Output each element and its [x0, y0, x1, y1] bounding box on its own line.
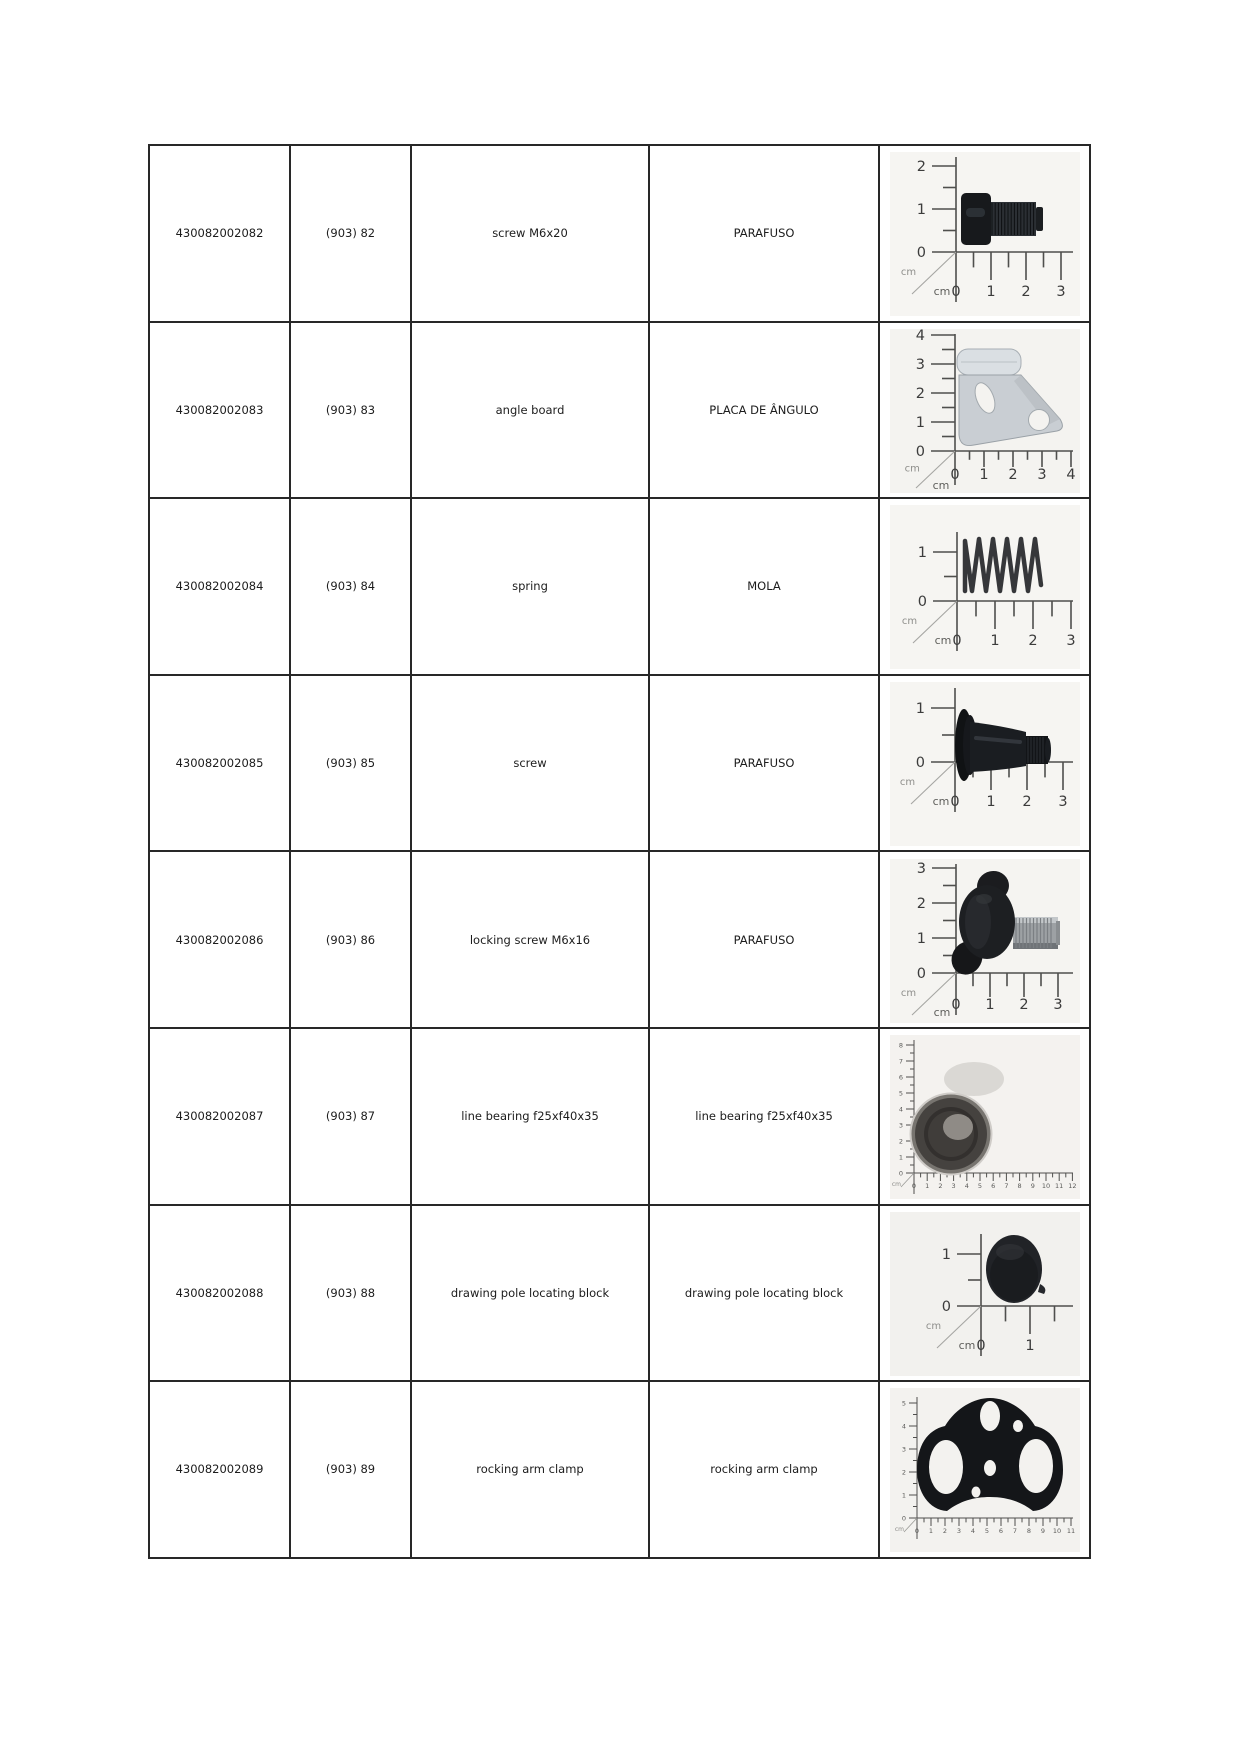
reference-cell: (903) 89 — [290, 1381, 411, 1558]
svg-text:11: 11 — [1054, 1182, 1063, 1191]
svg-text:cm: cm — [934, 634, 951, 648]
table-row — [149, 145, 1090, 322]
reference-cell: (903) 86 — [290, 851, 411, 1028]
svg-text:0: 0 — [975, 1337, 986, 1354]
description-en-cell: drawing pole locating block — [411, 1205, 649, 1382]
part-photo-cell — [879, 498, 1090, 675]
svg-text:cm: cm — [925, 1320, 941, 1332]
description-pt-cell: rocking arm clamp — [649, 1381, 879, 1558]
part-number-cell: 430082002085 — [149, 675, 290, 852]
svg-text:4: 4 — [915, 328, 925, 344]
parts-table — [148, 144, 1091, 1559]
svg-text:1: 1 — [928, 1527, 933, 1536]
svg-text:7: 7 — [1003, 1182, 1008, 1191]
svg-text:1: 1 — [915, 701, 925, 718]
svg-text:2: 2 — [1020, 284, 1031, 301]
svg-text:6: 6 — [990, 1182, 995, 1191]
svg-text:0: 0 — [916, 245, 926, 262]
svg-text:3: 3 — [915, 356, 925, 373]
svg-text:2: 2 — [1018, 996, 1029, 1013]
svg-text:5: 5 — [901, 1399, 906, 1408]
svg-text:8: 8 — [1017, 1182, 1022, 1191]
description-pt-cell: MOLA — [649, 498, 879, 675]
svg-text:5: 5 — [898, 1089, 903, 1098]
svg-text:12: 12 — [1067, 1182, 1077, 1191]
svg-text:1: 1 — [916, 930, 926, 947]
table-row — [149, 675, 1090, 852]
svg-text:cm: cm — [932, 795, 949, 809]
table-row — [149, 1028, 1090, 1205]
svg-text:cm: cm — [958, 1338, 975, 1352]
description-en-cell: locking screw M6x16 — [411, 851, 649, 1028]
svg-text:6: 6 — [898, 1073, 903, 1082]
svg-text:2: 2 — [942, 1527, 947, 1536]
svg-text:1: 1 — [985, 284, 996, 301]
svg-text:3: 3 — [951, 1182, 956, 1191]
svg-text:7: 7 — [1012, 1527, 1017, 1536]
reference-cell: (903) 82 — [290, 145, 411, 322]
reference-cell: (903) 87 — [290, 1028, 411, 1205]
svg-text:2: 2 — [901, 1468, 906, 1477]
description-pt-cell: drawing pole locating block — [649, 1205, 879, 1382]
svg-text:0: 0 — [915, 755, 925, 772]
svg-text:1: 1 — [978, 466, 989, 483]
reference-cell: (903) 84 — [290, 498, 411, 675]
svg-text:2: 2 — [1027, 633, 1038, 650]
svg-text:2: 2 — [937, 1182, 942, 1191]
part-number-cell: 430082002086 — [149, 851, 290, 1028]
svg-text:1: 1 — [898, 1153, 903, 1162]
part-photo-cell — [879, 1028, 1090, 1205]
svg-text:0: 0 — [901, 1514, 906, 1523]
reference-cell: (903) 83 — [290, 322, 411, 499]
description-en-cell: spring — [411, 498, 649, 675]
svg-text:2: 2 — [898, 1137, 903, 1146]
svg-text:cm: cm — [933, 1005, 950, 1019]
svg-text:cm: cm — [899, 777, 915, 789]
svg-text:2: 2 — [1007, 466, 1018, 483]
svg-text:cm: cm — [933, 285, 950, 299]
description-pt-cell: PARAFUSO — [649, 145, 879, 322]
svg-text:0: 0 — [949, 466, 960, 483]
svg-text:3: 3 — [956, 1527, 961, 1536]
part-number-cell: 430082002088 — [149, 1205, 290, 1382]
table-row — [149, 1205, 1090, 1382]
svg-text:3: 3 — [901, 1445, 906, 1454]
description-pt-cell: PLACA DE ÂNGULO — [649, 322, 879, 499]
part-number-cell: 430082002087 — [149, 1028, 290, 1205]
svg-text:1: 1 — [985, 794, 996, 811]
line-bearing-photo — [890, 1035, 1080, 1199]
svg-text:4: 4 — [964, 1182, 969, 1191]
svg-text:0: 0 — [941, 1298, 951, 1315]
reference-cell: (903) 88 — [290, 1205, 411, 1382]
svg-text:2: 2 — [916, 895, 926, 912]
svg-text:0: 0 — [898, 1169, 903, 1178]
svg-text:2: 2 — [916, 159, 926, 176]
svg-text:1: 1 — [916, 202, 926, 219]
svg-text:10: 10 — [1041, 1182, 1050, 1191]
description-pt-cell: PARAFUSO — [649, 675, 879, 852]
part-photo-cell — [879, 1381, 1090, 1558]
svg-text:5: 5 — [984, 1527, 989, 1536]
svg-text:1: 1 — [1024, 1337, 1035, 1354]
shoulder-screw-photo — [890, 682, 1080, 846]
svg-text:cm: cm — [932, 478, 949, 492]
svg-text:8: 8 — [898, 1041, 903, 1050]
svg-text:9: 9 — [1040, 1527, 1045, 1536]
part-photo-cell — [879, 1205, 1090, 1382]
svg-text:3: 3 — [916, 860, 926, 877]
parts-table-body — [149, 145, 1090, 1558]
svg-text:0: 0 — [950, 996, 961, 1013]
description-en-cell: screw M6x20 — [411, 145, 649, 322]
svg-text:4: 4 — [901, 1422, 906, 1431]
description-en-cell: angle board — [411, 322, 649, 499]
svg-text:3: 3 — [1055, 284, 1066, 301]
svg-text:5: 5 — [977, 1182, 982, 1191]
svg-text:3: 3 — [1036, 466, 1047, 483]
svg-text:4: 4 — [1065, 466, 1076, 483]
svg-text:8: 8 — [1026, 1527, 1031, 1536]
svg-text:0: 0 — [911, 1182, 916, 1191]
svg-text:6: 6 — [998, 1527, 1003, 1536]
locating-block-photo — [890, 1212, 1080, 1376]
description-en-cell: line bearing f25xf40x35 — [411, 1028, 649, 1205]
svg-text:cm: cm — [891, 1181, 901, 1189]
svg-text:1: 1 — [917, 545, 927, 562]
svg-text:1: 1 — [941, 1246, 951, 1263]
spring-photo — [890, 505, 1080, 669]
svg-text:3: 3 — [1052, 996, 1063, 1013]
svg-text:3: 3 — [898, 1121, 903, 1130]
table-row — [149, 1381, 1090, 1558]
svg-text:3: 3 — [1057, 794, 1068, 811]
part-photo-cell — [879, 145, 1090, 322]
part-number-cell: 430082002084 — [149, 498, 290, 675]
part-photo-cell — [879, 675, 1090, 852]
part-number-cell: 430082002089 — [149, 1381, 290, 1558]
description-pt-cell: line bearing f25xf40x35 — [649, 1028, 879, 1205]
socket-head-screw-photo — [890, 152, 1080, 316]
svg-text:0: 0 — [916, 965, 926, 982]
svg-text:0: 0 — [949, 794, 960, 811]
angle-board-photo — [890, 329, 1080, 493]
svg-text:1: 1 — [915, 414, 925, 431]
svg-text:1: 1 — [901, 1491, 906, 1500]
description-en-cell: rocking arm clamp — [411, 1381, 649, 1558]
svg-text:4: 4 — [898, 1105, 903, 1114]
svg-text:1: 1 — [984, 996, 995, 1013]
svg-text:cm: cm — [894, 1526, 904, 1534]
reference-cell: (903) 85 — [290, 675, 411, 852]
knob-screw-photo — [890, 859, 1080, 1023]
svg-text:10: 10 — [1052, 1527, 1061, 1536]
svg-text:1: 1 — [924, 1182, 929, 1191]
table-row — [149, 322, 1090, 499]
description-en-cell: screw — [411, 675, 649, 852]
svg-text:0: 0 — [915, 443, 925, 460]
svg-text:3: 3 — [1065, 633, 1076, 650]
svg-text:1: 1 — [989, 633, 1000, 650]
svg-text:11: 11 — [1066, 1527, 1075, 1536]
part-number-cell: 430082002083 — [149, 322, 290, 499]
part-photo-cell — [879, 322, 1090, 499]
svg-text:9: 9 — [1030, 1182, 1035, 1191]
svg-text:0: 0 — [917, 594, 927, 611]
svg-text:cm: cm — [904, 463, 920, 475]
table-row — [149, 851, 1090, 1028]
rocking-arm-clamp-photo — [890, 1388, 1080, 1552]
part-photo-cell — [879, 851, 1090, 1028]
svg-text:7: 7 — [898, 1057, 903, 1066]
table-row — [149, 498, 1090, 675]
svg-text:cm: cm — [900, 267, 916, 279]
svg-text:2: 2 — [1021, 794, 1032, 811]
svg-text:cm: cm — [900, 987, 916, 999]
svg-text:0: 0 — [950, 284, 961, 301]
svg-text:2: 2 — [915, 385, 925, 402]
svg-text:0: 0 — [951, 633, 962, 650]
svg-text:4: 4 — [970, 1527, 975, 1536]
svg-text:cm: cm — [901, 616, 917, 628]
description-pt-cell: PARAFUSO — [649, 851, 879, 1028]
part-number-cell: 430082002082 — [149, 145, 290, 322]
svg-text:0: 0 — [914, 1527, 919, 1536]
